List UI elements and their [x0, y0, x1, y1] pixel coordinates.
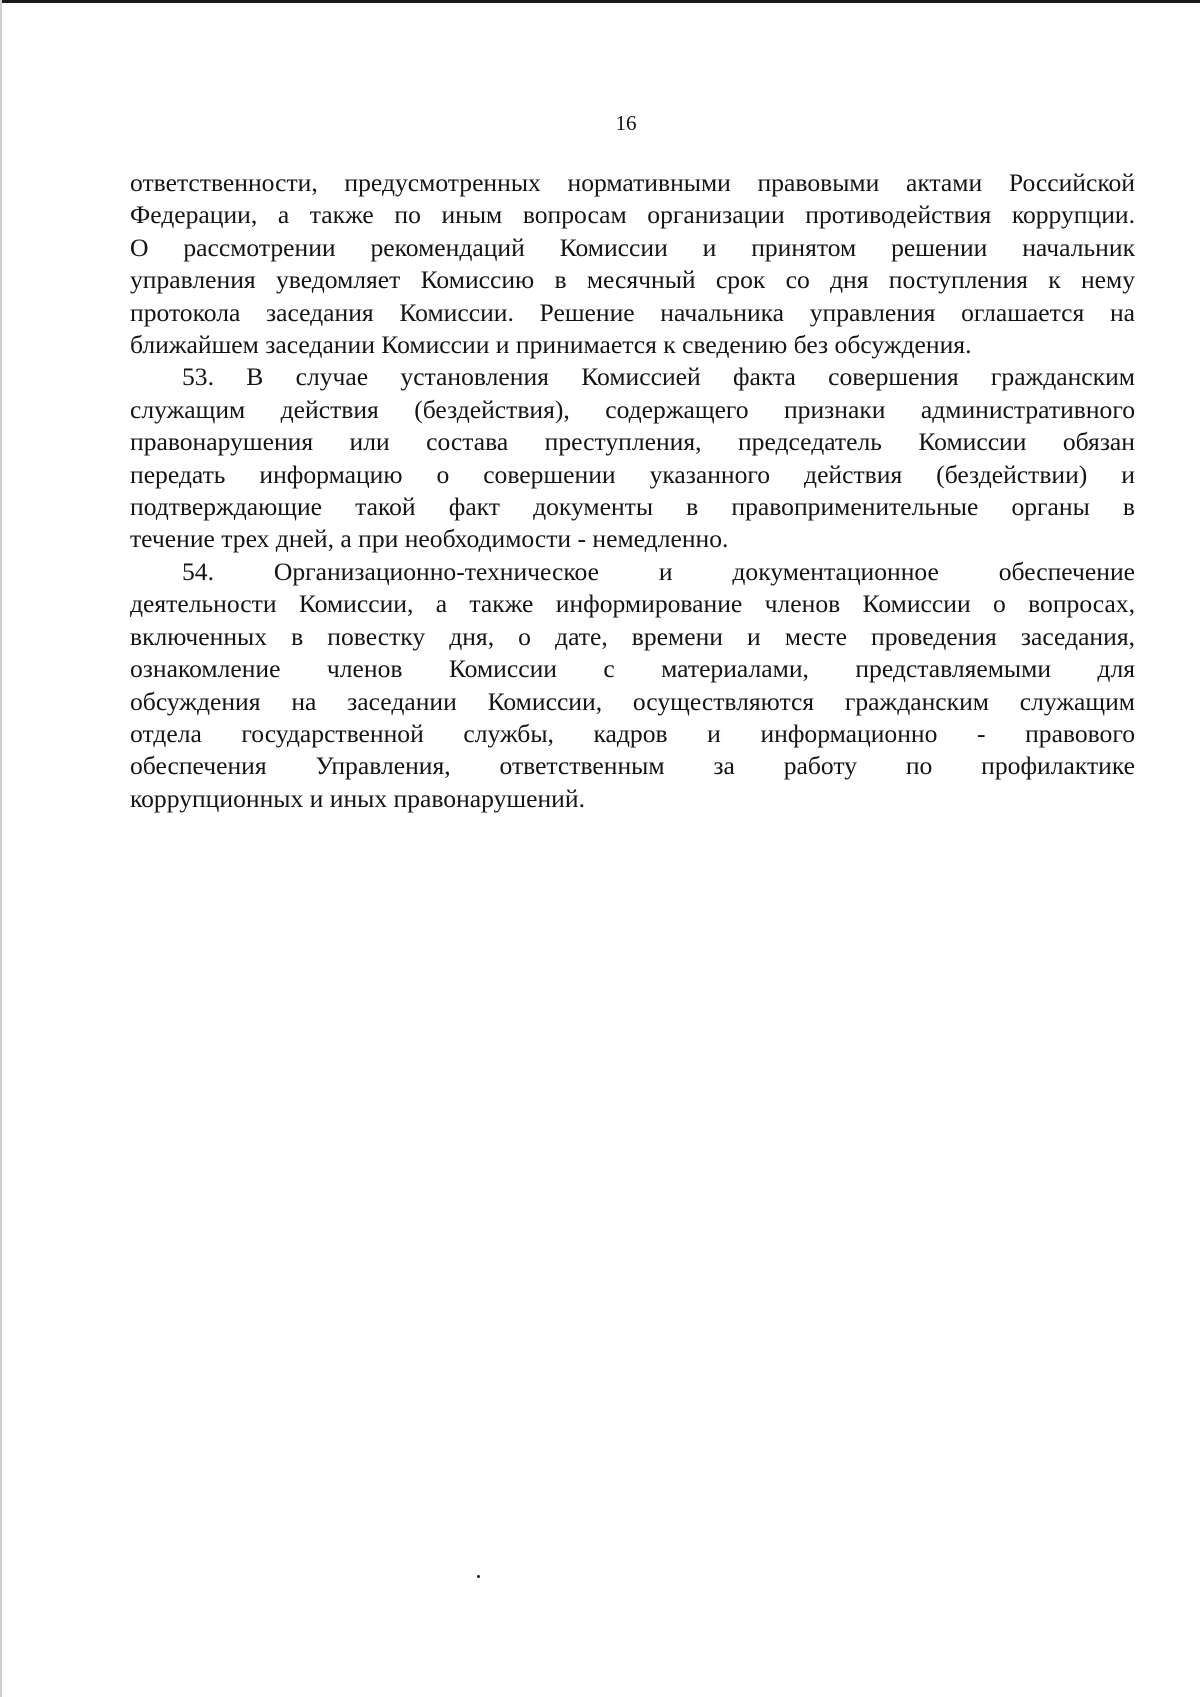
scan-speck: [477, 1575, 480, 1578]
text-line: обеспечения Управления, ответственным за работу по профилактике: [130, 751, 1135, 781]
text-line: Федерации, а также по иным вопросам организации противодействия коррупции.: [130, 200, 1135, 230]
text-line: отдела государственной службы, кадров и информационно - правового: [130, 718, 1135, 748]
text-line: обсуждения на заседании Комиссии, осуществляются гражданским служащим: [130, 686, 1135, 716]
text-line: служащим действия (бездействия), содержащего признаки административного: [130, 394, 1135, 424]
text-line: О рассмотрении рекомендаций Комиссии и принятом решении начальник: [130, 232, 1135, 262]
text-line: 53. В случае установления Комиссией факта совершения гражданским: [182, 362, 1135, 392]
document-body: [130, 167, 1135, 815]
scan-left-edge: [0, 0, 2, 1697]
text-line: подтверждающие такой факт документы в правоприменительные органы в: [130, 492, 1135, 522]
text-line: управления уведомляет Комиссию в месячный срок со дня поступления к нему: [130, 265, 1135, 295]
text-line: коррупционных и иных правонарушений.: [130, 783, 585, 813]
text-line: передать информацию о совершении указанного действия (бездействии) и: [130, 459, 1135, 489]
text-line: ознакомление членов Комиссии с материалами, представляемыми для: [130, 654, 1135, 684]
text-line: течение трех дней, а при необходимости - немедленно.: [130, 524, 729, 554]
text-line: включенных в повестку дня, о дате, времени и месте проведения заседания,: [130, 621, 1135, 651]
text-line: ответственности, предусмотренных нормативными правовыми актами Российской: [130, 168, 1135, 197]
text-line: деятельности Комиссии, а также информирование членов Комиссии о вопросах,: [130, 589, 1135, 619]
text-line: ближайшем заседании Комиссии и принимается к сведению без обсуждения.: [130, 330, 972, 360]
text-line: протокола заседания Комиссии. Решение начальника управления оглашается на: [130, 297, 1135, 327]
text-line: правонарушения или состава преступления, председатель Комиссии обязан: [130, 427, 1135, 457]
text-line: 54. Организационно-техническое и документационное обеспечение: [182, 556, 1135, 586]
scan-top-edge: [0, 0, 1200, 3]
page-number: 16: [615, 111, 637, 135]
